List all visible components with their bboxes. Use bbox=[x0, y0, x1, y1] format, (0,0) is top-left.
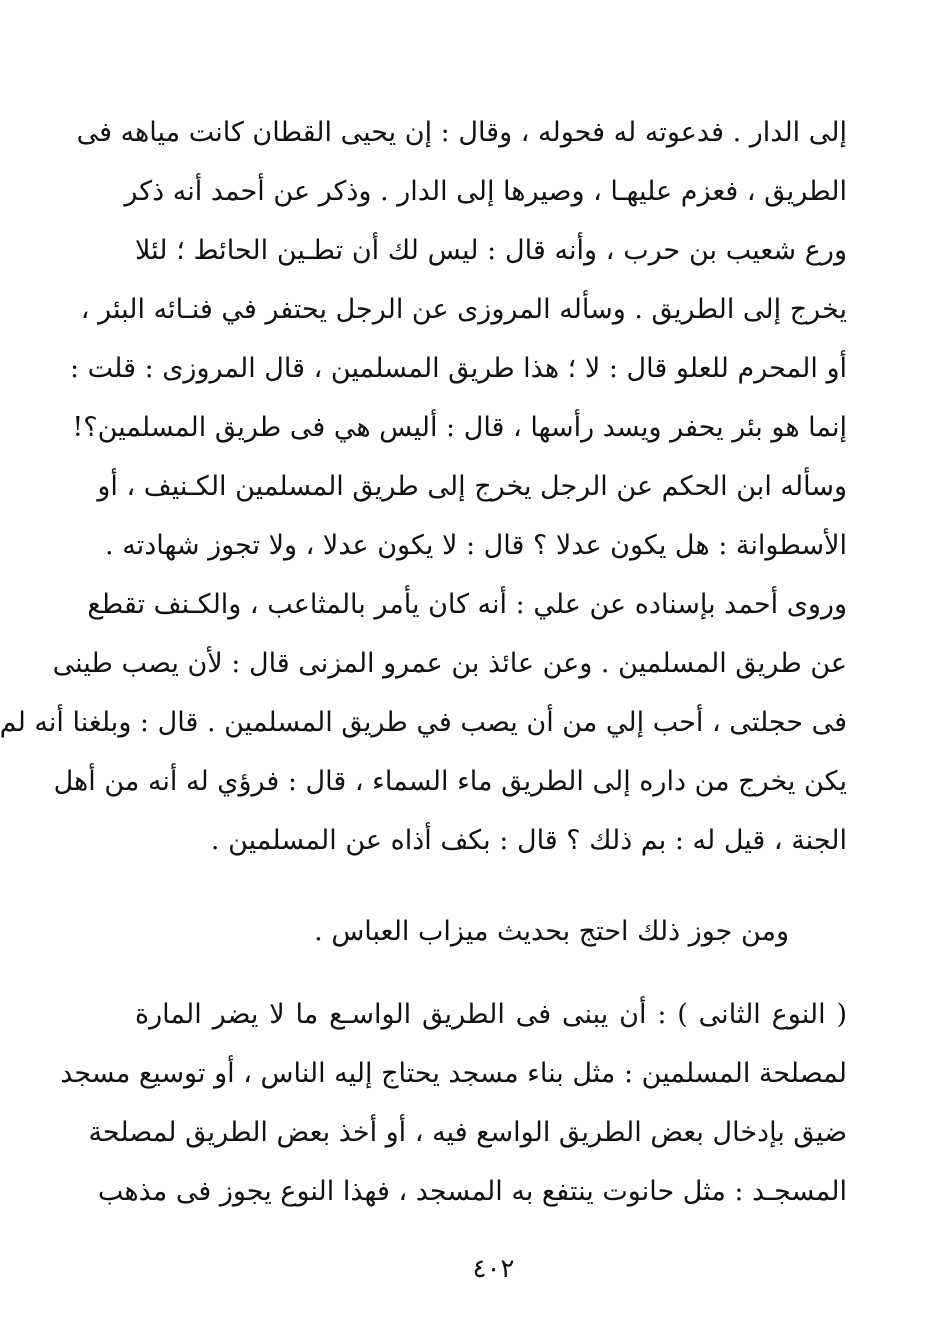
text-line: وسأله ابن الحكم عن الرجل يخرج إلى طريق المسلمين الكـنيف ، أو bbox=[97, 471, 847, 502]
text-line: إنما هو بئر يحفر ويسد رأسها ، قال : أليس هي فى طريق المسلمين؟! bbox=[72, 412, 847, 443]
text-line: ( النوع الثانى ) : أن يبنى فى الطريق الواسـع ما لا يضر المارة bbox=[135, 999, 847, 1030]
text-line: وروى أحمد بإسناده عن علي : أنه كان يأمر بالمثاعب ، والكـنف تقطع bbox=[87, 589, 847, 620]
paragraph-2 bbox=[189, 902, 789, 961]
text-line: الجنة ، قيل له : بم ذلك ؟ قال : بكف أذاه عن المسلمين . bbox=[210, 825, 847, 856]
text-line: عن طريق المسلمين . وعن عائذ بن عمرو المزنى قال : لأن يصب طينى bbox=[52, 648, 847, 679]
text-line: فى حجلتى ، أحب إلي من أن يصب في طريق المسلمين . قال : وبلغنا أنه لم bbox=[0, 707, 847, 738]
text-line: ومن جوز ذلك احتج بحديث ميزاب العباس . bbox=[314, 916, 789, 947]
text-line: يكن يخرج من داره إلى الطريق ماء السماء ، قال : فرؤي له أنه من أهل bbox=[53, 766, 847, 797]
text-line: الأسطوانة : هل يكون عدلا ؟ قال : لا يكون عدلا ، ولا تجوز شهادته . bbox=[105, 530, 847, 561]
text-line: ضيق بإدخال بعض الطريق الواسع فيه ، أو أخذ بعض الطريق لمصلحة bbox=[88, 1117, 847, 1148]
text-line: الطريق ، فعزم عليهـا ، وصيرها إلى الدار . وذكر عن أحمد أنه ذكر bbox=[124, 176, 847, 207]
text-line: إلى الدار . فدعوته له فحوله ، وقال : إن يحيى القطان كانت مياهه فى bbox=[76, 117, 847, 148]
text-line: يخرج إلى الطريق . وسأله المروزى عن الرجل يحتفر في فنـائه البئر ، bbox=[80, 294, 847, 325]
paragraph-3 bbox=[60, 985, 847, 1221]
paragraph-1 bbox=[0, 103, 847, 870]
text-line: ورع شعيب بن حرب ، وأنه قال : ليس لك أن تطـين الحائط ؛ لئلا bbox=[135, 235, 847, 266]
text-line: المسجـد : مثل حانوت ينتفع به المسجد ، فهذا النوع يجوز فى مذهب bbox=[97, 1176, 847, 1207]
text-line: لمصلحة المسلمين : مثل بناء مسجد يحتاج إليه الناس ، أو توسيع مسجد bbox=[60, 1058, 847, 1089]
text-line: أو المحرم للعلو قال : لا ؛ هذا طريق المسلمين ، قال المروزى : قلت : bbox=[69, 353, 847, 384]
page-number: ٤٠٢ bbox=[472, 1254, 515, 1284]
